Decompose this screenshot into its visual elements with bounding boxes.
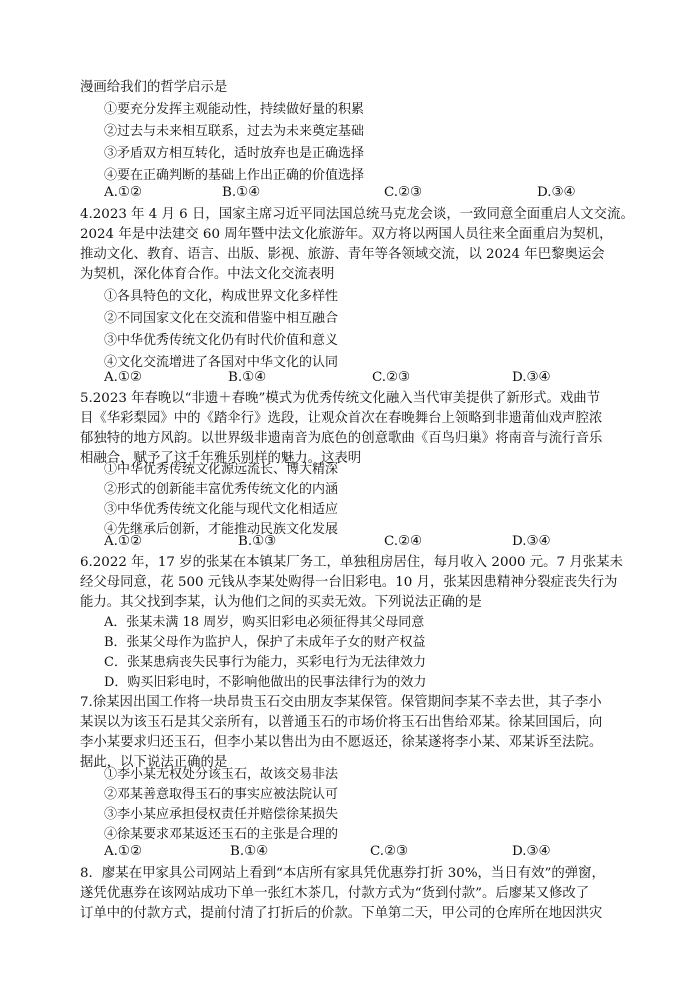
q6-stem-line: 能力。其父找到李某，认为他们之间的买卖无效。下列说法正确的是 [80, 595, 482, 610]
q7-option: ①李小某无权处分该玉石，故该交易非法 [104, 767, 339, 782]
q5-stem-line: 相融合，赋予了这千年雅乐别样的魅力。这表明 [80, 451, 362, 466]
q7-stem-line: 据此，以下说法正确的是 [80, 755, 228, 770]
q4-choice-c: C.②③ [372, 370, 411, 385]
q5-choice-d: D.③④ [512, 534, 551, 549]
q5-choice-c: C.②④ [384, 534, 423, 549]
q5-stem-line: 郁独特的地方风韵。以世界级非遗南音为底色的创意歌曲《百鸟归巢》将南音与流行音乐 [80, 431, 603, 446]
q7-choice-b: B.①④ [230, 844, 269, 859]
q5-choice-b: B.①③ [238, 534, 277, 549]
q5-option: ②形式的创新能丰富优秀传统文化的内涵 [104, 482, 339, 497]
q7-option: ④徐某要求邓某返还玉石的主张是合理的 [104, 827, 339, 842]
q6-option-a: A．张某未满 18 周岁，购买旧彩电必须征得其父母同意 [104, 615, 425, 630]
q3-option: ③矛盾双方相互转化，适时放弃也是正确选择 [104, 146, 365, 161]
q8-stem-line: 订单中的付款方式，提前付清了打折后的价款。下单第二天，甲公司的仓库所在地因洪灾 [80, 906, 603, 921]
q5-stem-line: 5.2023 年春晚以“非遗＋春晚”模式为优秀传统文化融入当代审美提供了新形式。戏曲节 [80, 391, 601, 406]
q4-choice-d: D.③④ [512, 370, 551, 385]
q3-option: ①要充分发挥主观能动性，持续做好量的积累 [104, 102, 365, 117]
q3-stem: 漫画给我们的哲学启示是 [80, 80, 228, 95]
q6-option-d: D．购买旧彩电时，不影响他做出的民事法律行为的效力 [104, 675, 427, 690]
q3-choice-c: C.②③ [384, 185, 423, 200]
q7-choice-a: A.①② [104, 844, 142, 859]
q7-stem-line: 李小某要求归还玉石，但李小某以售出为由不愿返还，徐某遂将李小某、邓某诉至法院。 [80, 735, 603, 750]
q7-option: ②邓某善意取得玉石的事实应被法院认可 [104, 787, 339, 802]
q3-choice-a: A.①② [104, 185, 142, 200]
q7-stem-line: 某误以为该玉石是其父亲所有，以普通玉石的市场价将玉石出售给邓某。徐某回国后，向 [80, 715, 603, 730]
q3-choice-b: B.①④ [222, 185, 261, 200]
q3-choice-d: D.③④ [537, 185, 576, 200]
q6-option-c: C．张某患病丧失民事行为能力，买彩电行为无法律效力 [104, 655, 426, 670]
q4-option: ②不同国家文化在交流和借鉴中相互融合 [104, 311, 339, 326]
q4-option: ④文化交流增进了各国对中华文化的认同 [104, 355, 339, 370]
q3-option: ②过去与未来相互联系，过去为未来奠定基础 [104, 124, 365, 139]
q4-option: ③中华优秀传统文化仍有时代价值和意义 [104, 333, 339, 348]
q6-stem-line: 经父母同意，花 500 元钱从李某处购得一台旧彩电。10 月，张某因患精神分裂症丧失行为 [80, 575, 618, 590]
q5-option: ①中华优秀传统文化源远流长、博大精深 [104, 462, 339, 477]
q6-stem-line: 6.2022 年，17 岁的张某在本镇某厂务工，单独租房居住，每月收入 2000 元。7 月张某未 [80, 555, 623, 570]
q4-stem-line: 为契机，深化体育合作。中法文化交流表明 [80, 267, 335, 282]
q5-option: ④先继承后创新，才能推动民族文化发展 [104, 522, 339, 537]
q7-choice-c: C.②③ [370, 844, 409, 859]
q4-stem-line: 4.2023 年 4 月 6 日，国家主席习近平同法国总统马克龙会谈，一致同意全面重启人文交流。 [80, 207, 634, 222]
q7-stem-line: 7.徐某因出国工作将一块昂贵玉石交由朋友李某保管。保管期间李某不幸去世，其子李小 [80, 695, 602, 710]
q5-option: ③中华优秀传统文化能与现代文化相适应 [104, 502, 339, 517]
q8-stem-line: 8．廖某在甲家具公司网站上看到“本店所有家具凭优惠券打折 30%，当日有效”的弹窗， [80, 866, 605, 881]
q4-stem-line: 推动文化、教育、语言、出版、影视、旅游、青年等各领域交流，以 2024 年巴黎奥运会 [80, 247, 605, 262]
q4-stem-line: 2024 年是中法建交 60 周年暨中法文化旅游年。双方将以两国人员往来全面重启为契机， [80, 227, 613, 242]
q3-option: ④要在正确判断的基础上作出正确的价值选择 [104, 168, 365, 183]
q6-option-b: B．张某父母作为监护人，保护了未成年子女的财产权益 [104, 635, 426, 650]
q5-stem-line: 目《华彩梨园》中的《踏伞行》选段，让观众首次在春晚舞台上领略到非遗莆仙戏声腔浓 [80, 411, 603, 426]
q4-option: ①各具特色的文化，构成世界文化多样性 [104, 289, 339, 304]
q7-option: ③李小某应承担侵权责任并赔偿徐某损失 [104, 807, 339, 822]
q8-stem-line: 遂凭优惠券在该网站成功下单一张红木茶几，付款方式为“货到付款”。后廖某又修改了 [80, 886, 590, 901]
q5-choice-a: A.①② [104, 534, 142, 549]
q7-choice-d: D.③④ [512, 844, 551, 859]
q4-choice-b: B.①④ [228, 370, 267, 385]
q4-choice-a: A.①② [104, 370, 142, 385]
